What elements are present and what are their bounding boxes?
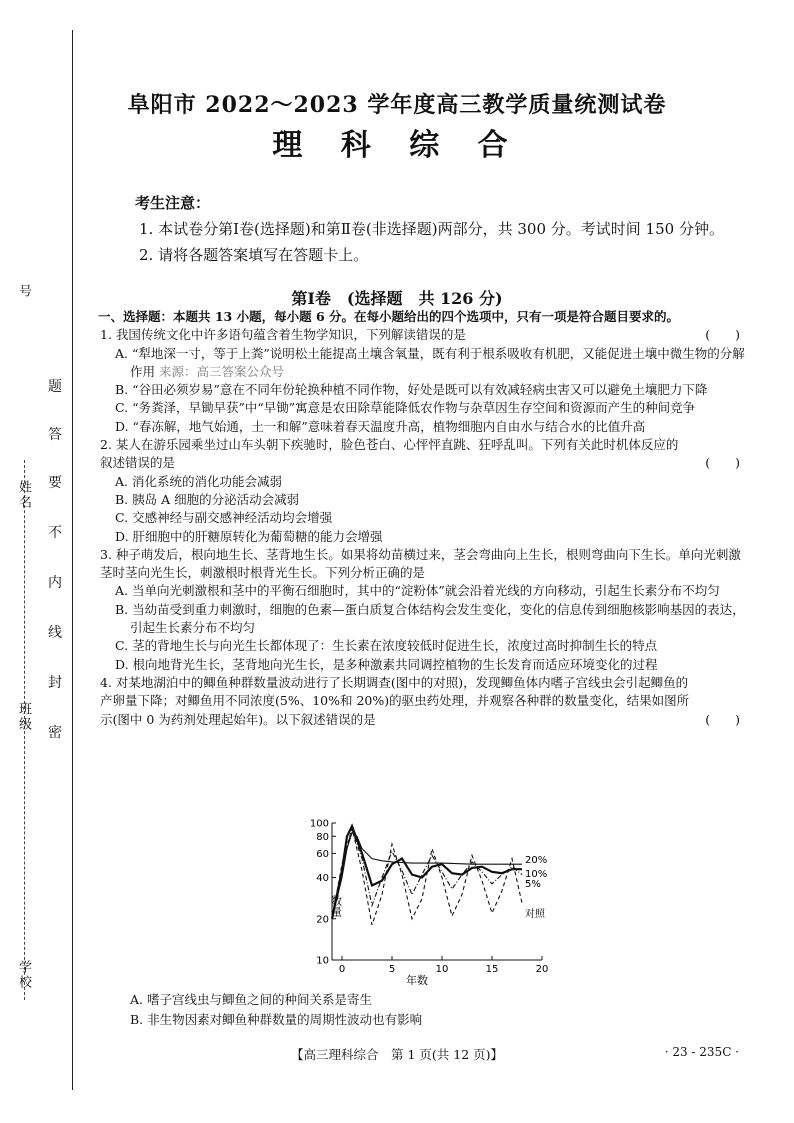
school-label: 学校 — [16, 960, 31, 990]
x-tick-label: 10 — [435, 964, 449, 975]
page-footer: 【高三理科综合 第 1 页(共 12 页)】 — [290, 1047, 503, 1062]
option-a: A. 当单向光刺激根和茎中的平衡石细胞时，其中的“淀粉体”就会沿着光线的方向移动，引起生长素分布不均匀 — [115, 583, 720, 599]
answer-paren: ( ) — [705, 327, 740, 343]
option-a: A. 嗜子宫线虫与鲫鱼之间的种间关系是寄生 — [130, 992, 372, 1007]
y-tick-label: 100 — [309, 818, 329, 830]
watermark-text: 来源：高三答案公众号 — [159, 363, 285, 379]
notice-item: 2. 请将各题答案填写在答题卡上。 — [139, 246, 369, 264]
x-tick-label: 0 — [338, 964, 346, 975]
y-tick-label: 80 — [316, 831, 329, 843]
exam-code: · 23 - 235C · — [664, 1045, 739, 1059]
name-label: 姓名 — [16, 480, 31, 510]
chart-lines — [329, 826, 522, 925]
question-4-options — [100, 990, 750, 1030]
question-stem: 1. 我国传统文化中许多语句蕴含着生物学知识，下列解读错误的是 — [100, 327, 466, 343]
x-tick-label: 5 — [388, 964, 396, 975]
option-d: D. 根向地背光生长，茎背地向光生长，是多种激素共同调控植物的生长发育而适应环境变化的过程 — [115, 656, 658, 672]
x-axis-label: 年数 — [406, 974, 428, 985]
series-line — [329, 828, 522, 925]
seal-char: 封 — [48, 675, 62, 691]
option-b: B. 胰岛 A 细胞的分泌活动会减弱 — [115, 491, 300, 507]
questions-body — [100, 308, 750, 729]
x-tick-label: 15 — [485, 964, 499, 975]
number-label: 号 — [16, 284, 31, 299]
series-label: 对照 — [525, 909, 545, 920]
option-c: C. “务粪泽，早锄早获”中“早锄”寓意是农田除草能降低农作物与杂草因生存空间和资源而产生的种间竞争 — [115, 400, 696, 416]
question-stem: 4. 对某地湖泊中的鲫鱼种群数量波动进行了长期调查(图中的对照)，发现鲫鱼体内嗜子宫线虫会引起鲫鱼的产卵量下降；对鲫鱼用不同浓度(5%、10%和 20%)的驱虫药处理，并观察各种群的数量变化，结果如图所示(图中 0 为药剂处理起始年)。以下叙述错误的是 — [100, 674, 690, 727]
y-tick-label: 10 — [316, 955, 329, 967]
question-4 — [100, 674, 750, 729]
notice-item: 1. 本试卷分第Ⅰ卷(选择题)和第Ⅱ卷(非选择题)两部分，共 300 分。考试时间 150 分钟。 — [139, 220, 724, 238]
series-label: 20% — [525, 855, 548, 866]
x-tick-label: 20 — [535, 964, 549, 975]
option-a: A. “犁地深一寸，等于上粪”说明松土能提高土壤含氧量，既有利于根系吸收有机肥，又能促进土壤中微生物的分解作用 — [115, 345, 745, 379]
question-2 — [100, 436, 750, 546]
option-a: A. 消化系统的消化功能会减弱 — [115, 473, 282, 489]
chart-axes — [329, 823, 542, 960]
option-c: C. 交感神经与副交感神经活动均会增强 — [115, 510, 333, 526]
seal-char: 内 — [48, 575, 62, 591]
seal-char: 题 — [48, 379, 62, 395]
seal-char: 要 — [48, 475, 62, 491]
seal-char: 密 — [48, 725, 62, 741]
seal-char: 线 — [48, 625, 62, 641]
y-axis-label: 数量 — [329, 894, 343, 917]
seal-char: 不 — [48, 525, 62, 541]
y-tick-label: 40 — [316, 873, 329, 885]
option-b: B. 非生物因素对鲫鱼种群数量的周期性波动也有影响 — [130, 1012, 423, 1027]
series-line — [329, 833, 522, 919]
series-label: 5% — [525, 879, 541, 890]
section-instruction: 一、选择题：本题共 13 小题，每小题 6 分。在每小题给出的四个选项中，只有一项是符合题目要求的。 — [98, 309, 680, 324]
series-label: 10% — [525, 869, 548, 880]
option-d: D. “春冻解，地气始通，土一和解”意味着春天温度升高，植物细胞内自由水与结合水的比值升高 — [115, 418, 646, 434]
answer-paren: ( ) — [705, 711, 740, 727]
population-chart — [290, 815, 560, 985]
exam-subtitle: 理 科 综 合 — [272, 128, 522, 163]
option-d: D. 肝细胞中的肝糖原转化为葡萄糖的能力会增强 — [115, 528, 383, 544]
y-tick-label: 60 — [316, 848, 329, 860]
question-1 — [100, 326, 750, 436]
answer-paren: ( ) — [705, 455, 740, 471]
class-label: 班级 — [16, 702, 31, 732]
notice-heading: 考生注意： — [135, 194, 211, 212]
notice-block — [135, 190, 724, 268]
option-b: B. “谷田必须岁易”意在不同年份轮换种植不同作物，好处是既可以有效减轻病虫害又可以避免土壤肥力下降 — [115, 382, 708, 398]
y-tick-label: 20 — [316, 914, 329, 926]
question-stem: 3. 种子萌发后，根向地生长、茎背地生长。如果将幼苗横过来，茎会弯曲向上生长，根则弯曲向下生长。单向光刺激茎时茎向光生长，刺激根时根背光生长。下列分析正确的是 — [100, 546, 741, 581]
exam-title: 阜阳市 2022～2023 学年度高三教学质量统测试卷 — [127, 92, 667, 118]
section-title: 第Ⅰ卷 (选择题 共 126 分) — [291, 289, 503, 308]
seal-char: 答 — [48, 427, 62, 443]
question-stem: 2. 某人在游乐园乘坐过山车头朝下疾驰时，脸色苍白、心怦怦直跳、狂呼乱叫。下列有关此时机体反应的叙述错误的是 — [100, 437, 679, 471]
question-3 — [100, 546, 750, 674]
option-b: B. 当幼苗受到重力刺激时，细胞的色素—蛋白质复合体结构会发生变化，变化的信息传到细胞核影响基因的表达，引起生长素分布不均匀 — [115, 601, 745, 636]
option-c: C. 茎的背地生长与向光生长都体现了：生长素在浓度较低时促进生长，浓度过高时抑制生长的特点 — [115, 638, 658, 654]
binding-line — [72, 30, 73, 1090]
